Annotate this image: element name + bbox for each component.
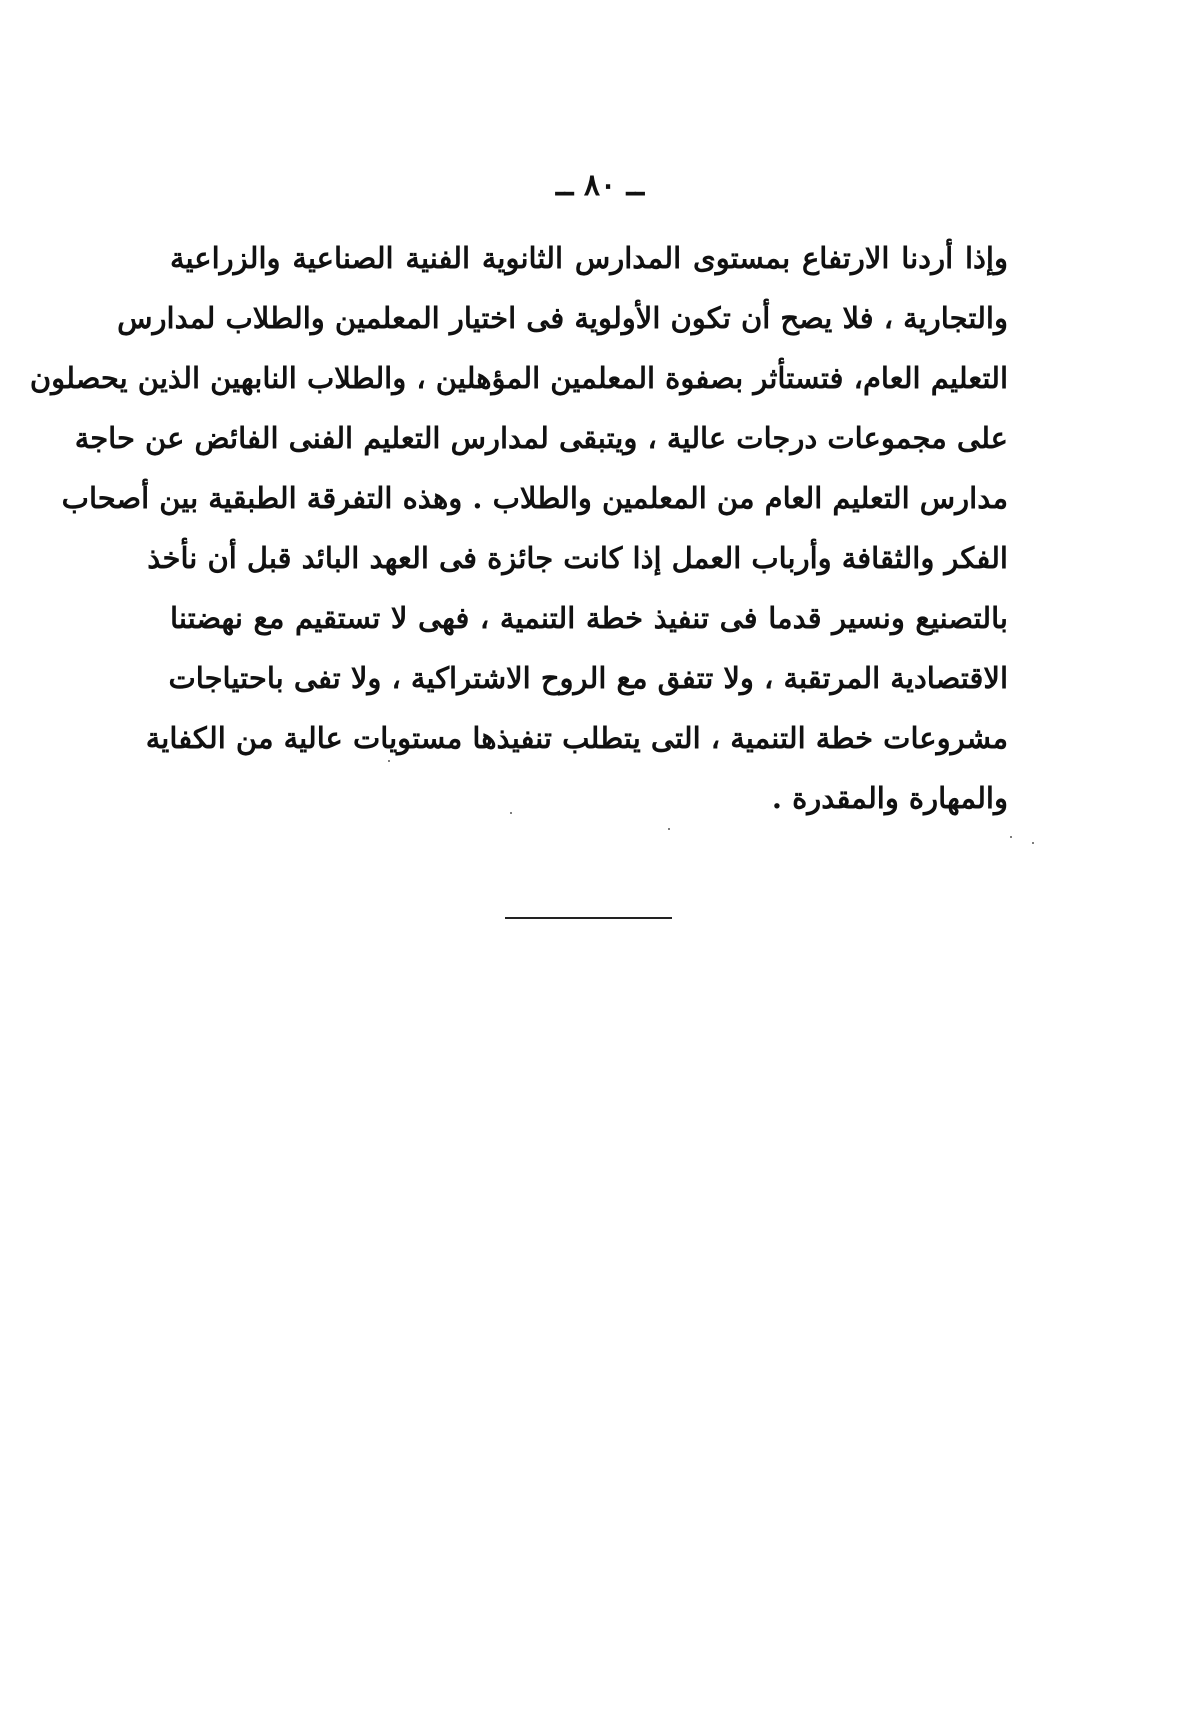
paragraph-line: التعليم العام، فتستأثر بصفوة المعلمين المؤهلين ، والطلاب النابهين الذين يحصلون	[29, 361, 1008, 395]
scan-speck	[1010, 836, 1012, 838]
scan-speck	[510, 812, 512, 814]
scan-speck	[668, 828, 670, 830]
paragraph-line: وإذا أردنا الارتفاع بمستوى المدارس الثانوية الفنية الصناعية والزراعية	[170, 241, 1008, 275]
paragraph-line: مشروعات خطة التنمية ، التى يتطلب تنفيذها مستويات عالية من الكفاية	[145, 721, 1008, 755]
paragraph-line: على مجموعات درجات عالية ، ويتبقى لمدارس التعليم الفنى الفائض عن حاجة	[74, 421, 1008, 455]
paragraph-line: الفكر والثقافة وأرباب العمل إذا كانت جائزة فى العهد البائد قبل أن نأخذ	[147, 541, 1008, 575]
page-number: ــ ٨٠ ــ	[555, 168, 645, 203]
paragraph-line: والمهارة والمقدرة .	[771, 781, 1008, 815]
scan-speck	[388, 760, 390, 762]
paragraph-line: بالتصنيع ونسير قدما فى تنفيذ خطة التنمية ، فهى لا تستقيم مع نهضتنا	[170, 601, 1008, 635]
paragraph-line: والتجارية ، فلا يصح أن تكون الأولوية فى اختيار المعلمين والطلاب لمدارس	[117, 301, 1008, 335]
paragraph-line: مدارس التعليم العام من المعلمين والطلاب . وهذه التفرقة الطبقية بين أصحاب	[61, 481, 1008, 515]
paragraph-line: الاقتصادية المرتقبة ، ولا تتفق مع الروح الاشتراكية ، ولا تفى باحتياجات	[168, 661, 1008, 695]
end-rule	[505, 917, 672, 919]
scan-speck	[1032, 842, 1034, 844]
body-paragraph	[29, 228, 1008, 828]
